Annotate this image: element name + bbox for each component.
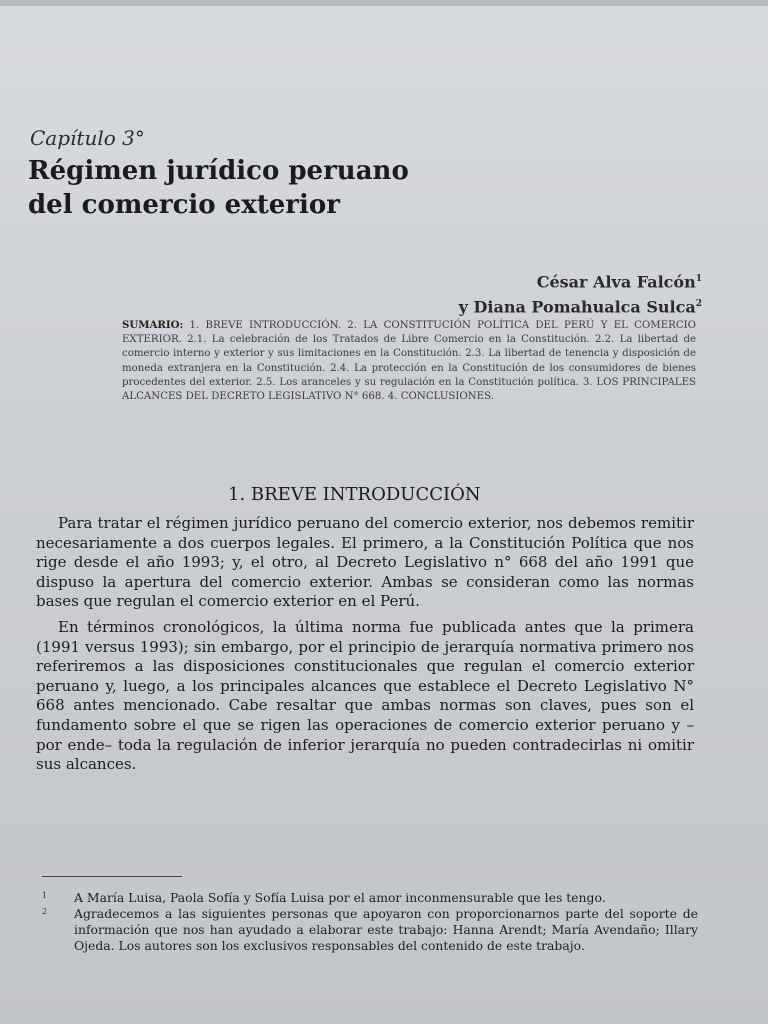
footnote-text: Agradecemos a las siguientes personas que apoyaron con proporcionarnos parte del soporte de información que nos han ayudado a elaborar este trabajo: Hanna Arendt; María Avendaño; Illary Ojeda. Los autores son los exclusivos responsables del contenido de este trabajo. — [74, 906, 698, 953]
summary-label: SUMARIO: — [122, 319, 184, 331]
footnote — [42, 906, 698, 954]
author-line-2 — [459, 293, 702, 318]
footnote-text: A María Luisa, Paola Sofía y Sofía Luisa por el amor inconmensurable que les tengo. — [74, 890, 606, 905]
chapter-title-line-2: del comercio exterior — [28, 190, 340, 220]
author-block — [459, 268, 702, 319]
page-top-edge — [0, 0, 768, 6]
author-footnote-ref-1: 1 — [695, 274, 702, 284]
body-paragraph-2: En términos cronológicos, la última norma fue publicada antes que la primera (1991 versus 1993); sin embargo, por el principio de jerarquía normativa primero nos referiremos a las disposiciones constitucionales que regulan el comercio exterior peruano y, luego, a los principales alcances que establece el Decreto Legislativo N° 668 antes mencionado. Cabe resaltar que ambas normas son claves, pues son el fundamento sobre el que se rigen las operaciones de comercio exterior peruano y –por ende– toda la regulación de inferior jerarquía no pueden contradecirlas ni omitir sus alcances. — [36, 617, 694, 774]
author-name-2: y Diana Pomahualca Sulca — [458, 297, 696, 317]
summary-text: 1. BREVE INTRODUCCIÓN. 2. LA CONSTITUCIÓN POLÍTICA DEL PERÚ Y EL COMERCIO EXTERIOR. 2.1. La celebración de los Tratados de Libre Comercio en la Constitución. 2.2. La libertad de comercio interno y exterior y sus limitaciones en la Constitución. 2.3. La libertad de tenencia y disposición de moneda extranjera en la Constitución. 2.4. La protección en la Constitución de los consumidores de bienes procedentes del exterior. 2.5. Los aranceles y su regulación en la Constitución política. 3. LOS PRINCIPALES ALCANCES DEL DECRETO LEGISLATIVO N° 668. 4. CONCLUSIONES. — [122, 320, 696, 403]
body-paragraph-1: Para tratar el régimen jurídico peruano del comercio exterior, nos debemos remitir necesariamente a dos cuerpos legales. El primero, a la Constitución Política que nos rige desde el año 1993; y, el otro, al Decreto Legislativo n° 668 del año 1991 que dispuso la apertura del comercio exterior. Ambas se consideran como las normas bases que regulan el comercio exterior en el Perú. — [36, 514, 694, 611]
footnote-number: 1 — [42, 891, 48, 900]
footnote-divider — [42, 876, 182, 877]
body-text — [36, 514, 694, 781]
author-name-1: César Alva Falcón — [536, 272, 696, 292]
author-line-1 — [459, 268, 702, 293]
chapter-number: Capítulo 3° — [30, 126, 145, 150]
chapter-title — [28, 154, 448, 222]
footnote-number: 2 — [42, 907, 48, 916]
chapter-title-line-1: Régimen jurídico peruano — [28, 156, 409, 186]
footnote — [42, 890, 698, 906]
footnotes — [42, 890, 698, 954]
author-footnote-ref-2: 2 — [695, 299, 702, 310]
section-heading: 1. BREVE INTRODUCCIÓN — [228, 484, 481, 505]
chapter-summary — [122, 318, 696, 404]
